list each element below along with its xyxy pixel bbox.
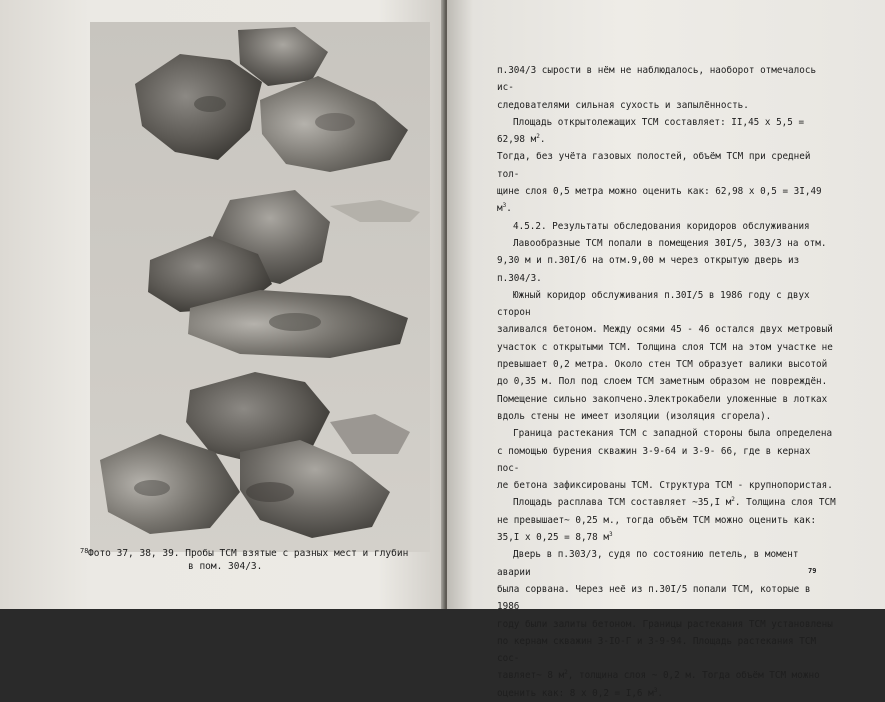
rock-samples-image — [90, 22, 430, 552]
caption-line-2: в пом. 304/3. — [188, 561, 263, 572]
section-heading: 4.5.2. Результаты обследования коридоров обслуживания — [513, 220, 810, 232]
text-line: Площадь открытолежащих ТСМ составляет: II,45 х 5,5 = 62,98 $м^2$. — [497, 116, 805, 146]
text-line: с помощью бурения скважин 3-9-64 и 3-9- 66, где в кернах пос- — [497, 445, 811, 474]
right-page-text — [497, 62, 837, 702]
text-line: Дверь в п.303/3, судя по состоянию петель, в момент аварии — [497, 549, 799, 578]
text-line: заливался бетоном. Между осями 45 - 46 остался двух метровый — [497, 324, 833, 336]
text-line: участок с открытыми ТСМ. Толщина слоя ТСМ на этом участке не — [497, 341, 833, 353]
page-number-left: 78 — [80, 547, 89, 555]
text-line: вдоль стены не имеет изоляции (изоляция сгорела). — [497, 410, 772, 422]
text-line: году были залиты бетоном. Границы растекания ТСМ установлены — [497, 618, 833, 630]
left-page — [0, 0, 445, 609]
text-line: Лавообразные ТСМ попали в помещения 30I/5, 303/3 на отм. — [513, 237, 827, 249]
text-line: Граница растекания ТСМ с западной стороны была определена — [513, 428, 833, 440]
page-number-right: 79 — [808, 567, 817, 575]
text-line: ле бетона зафиксированы ТСМ. Структура ТСМ - крупнопористая. — [497, 480, 833, 492]
text-line: следователями сильная сухость и запылённость. — [497, 99, 749, 111]
text-line: по кернам скважин 3-IO-Г и 3-9-94. Площадь растекания ТСМ сос- — [497, 635, 817, 665]
text-line: Помещение сильно закопчено.Электрокабели уложенные в лотках — [497, 393, 828, 405]
caption-line-1: Фото 37, 38, 39. Пробы ТСМ взятые с разных мест и глубин — [88, 548, 409, 559]
text-line: 9,30 м и п.30I/6 на отм.9,00 м через открытую дверь из п.304/3. — [497, 255, 800, 284]
text-line: щине слоя 0,5 метра можно оценить как: 62,98 х 0,5 = 3I,49 $м^3$. — [497, 186, 822, 215]
text-line: п.304/3 сырости в нём не наблюдалось, наоборот отмечалось ис- — [497, 65, 817, 94]
text-line: не превышает~ 0,25 м., тогда объём ТСМ можно оценить как: — [497, 514, 817, 526]
text-line: Площадь расплава ТСМ составляет ~35,I $м^2$. Толщина слоя ТСМ — [513, 496, 836, 509]
text-line: до 0,35 м. Пол под слоем ТСМ заметным образом не повреждён. — [497, 376, 828, 388]
text-line: была сорвана. Через неё из п.30I/5 попали ТСМ, которые в 1986 — [497, 583, 811, 613]
text-line: Южный коридор обслуживания п.30I/5 в 1986 году с двух сторон — [497, 289, 810, 319]
text-line: тавляет~ 8 $м^2$, толщина слоя ~ 0,2 м. Тогда объём ТСМ можно — [497, 669, 820, 682]
photo-tsm-samples — [90, 22, 430, 552]
text-line: оценить как: 8 х 0,2 = I,6 $м^3$. — [497, 686, 663, 699]
text-line: Тогда, без учёта газовых полостей, объём ТСМ при средней тол- — [497, 151, 811, 180]
text-line: 35,I х 0,25 = 8,78 $м^3$ — [497, 530, 613, 544]
text-line: превышает 0,2 метра. Около стен ТСМ образует валики высотой — [497, 359, 828, 371]
